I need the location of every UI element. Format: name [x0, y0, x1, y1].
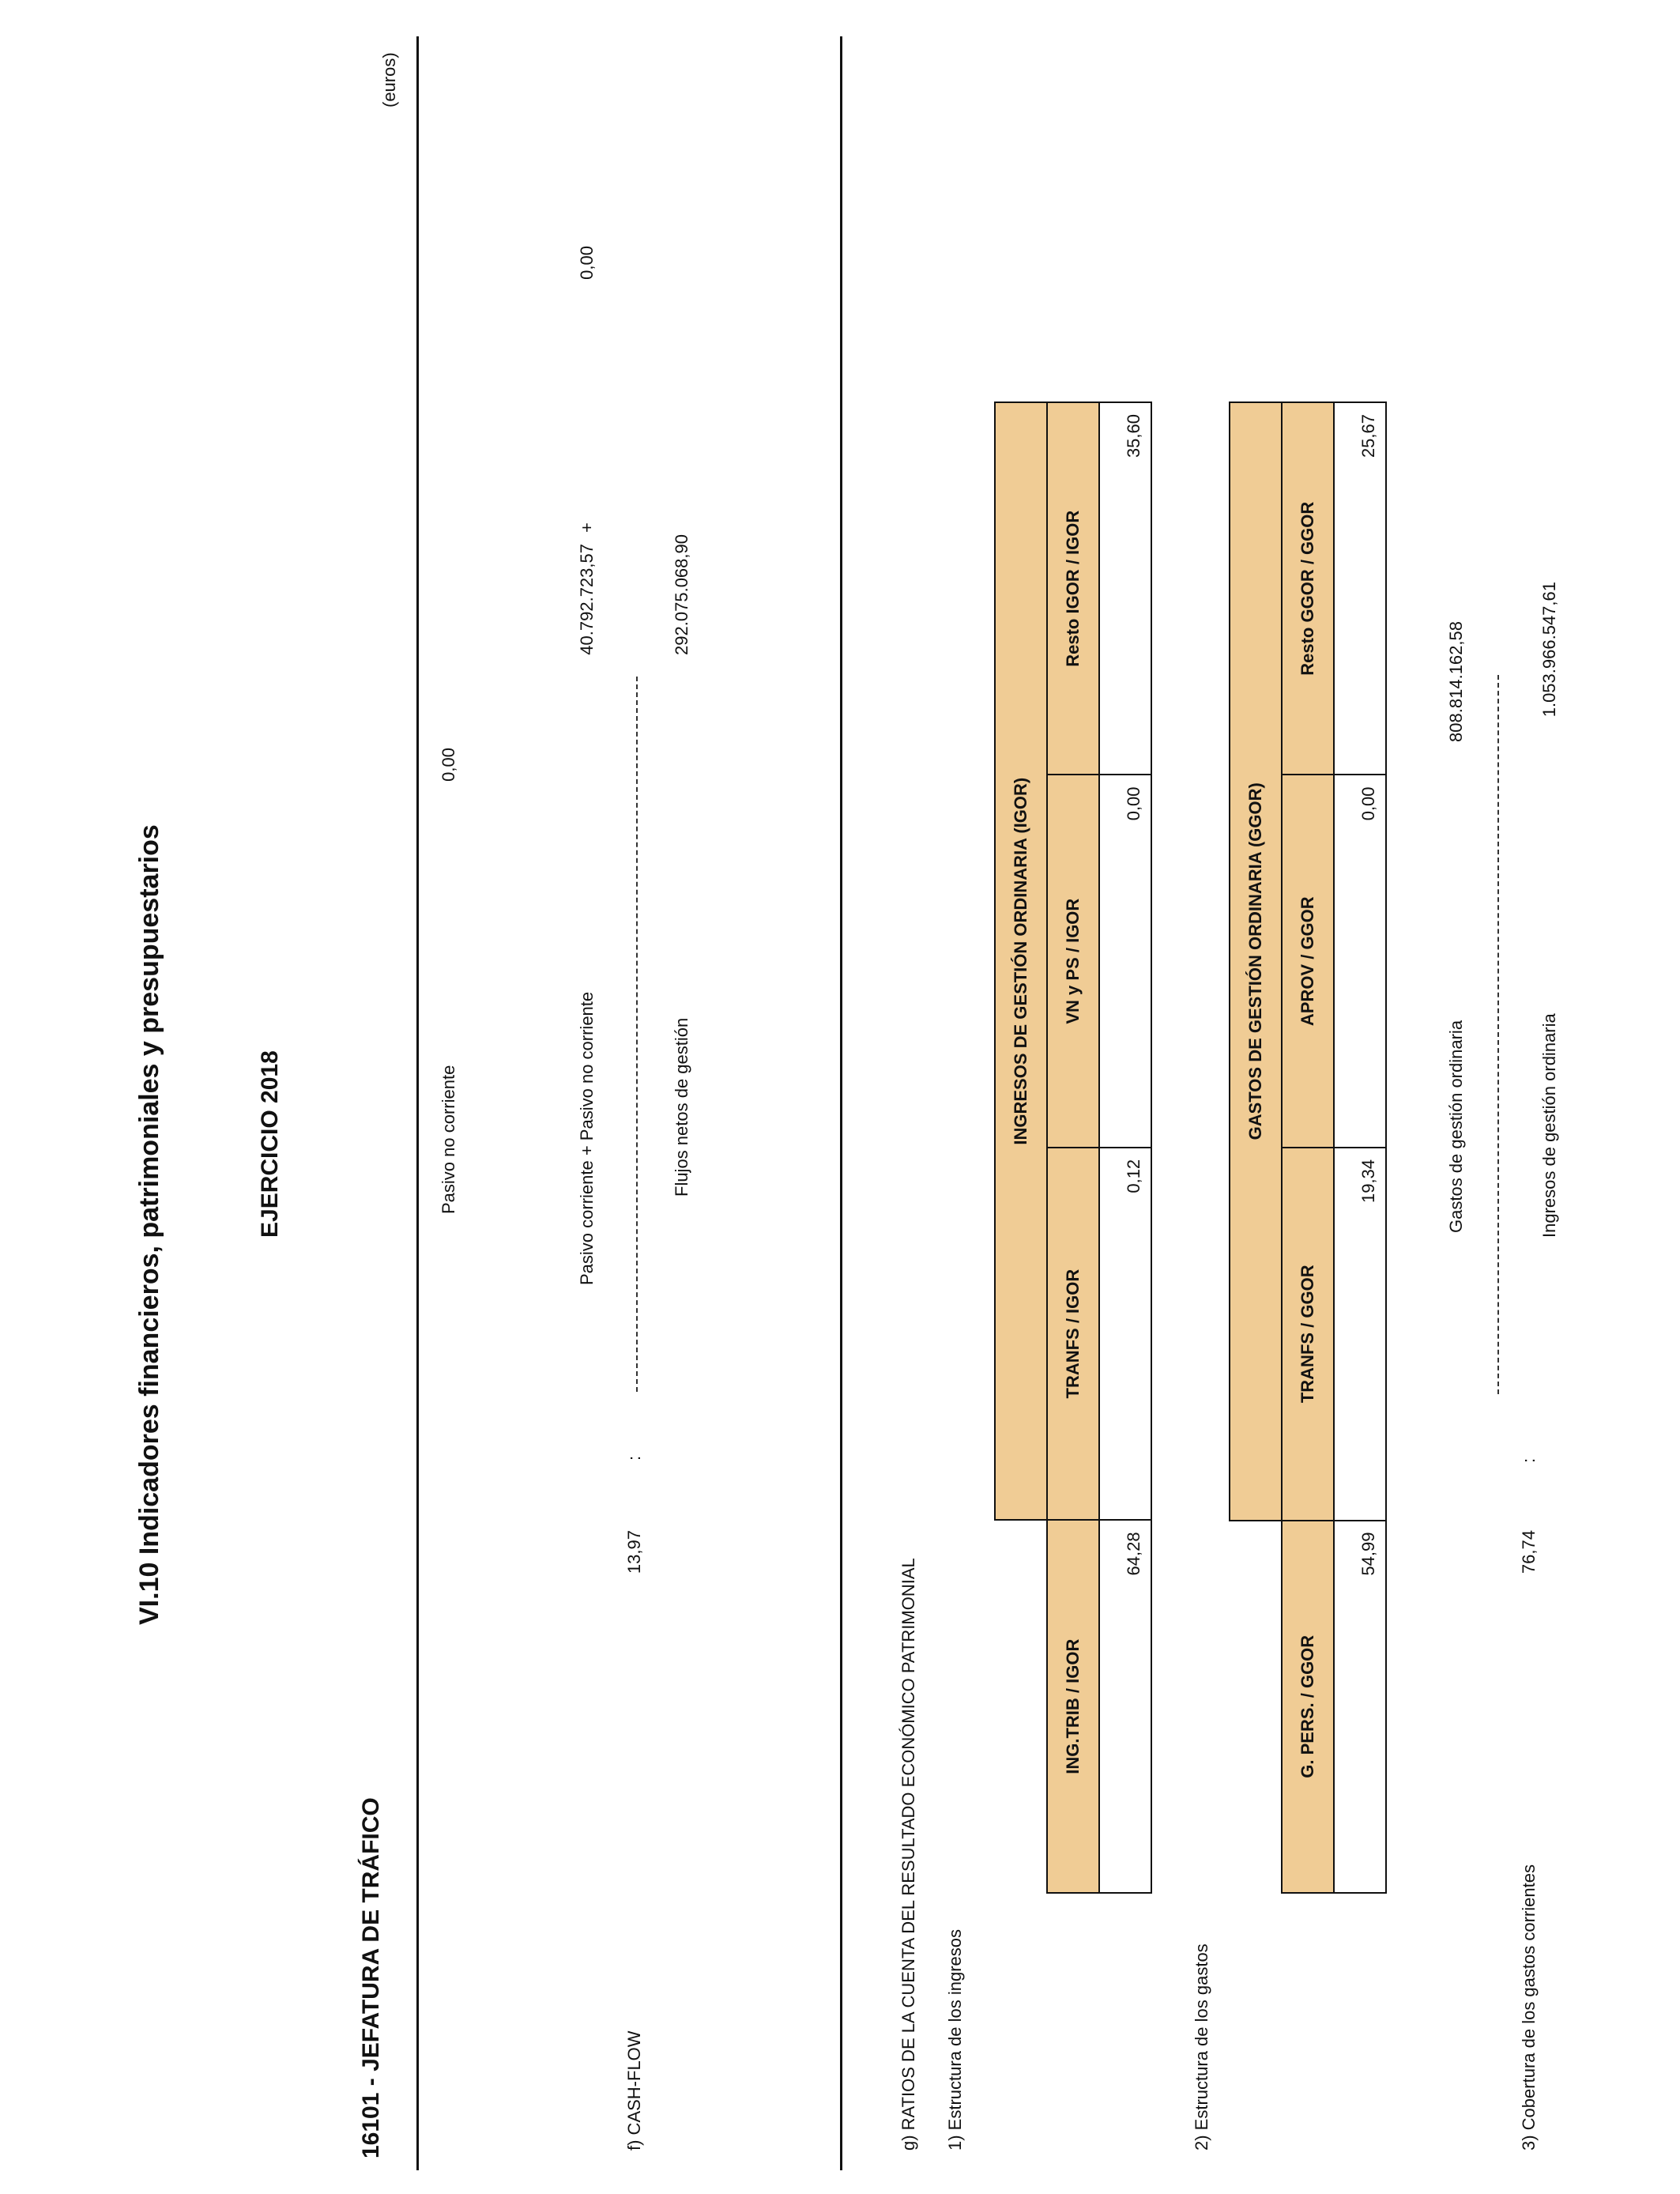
income-col-resto: Resto IGOR / IGOR [1047, 402, 1099, 775]
expense-col-g-pers: G. PERS. / GGOR [1282, 1521, 1334, 1893]
expense-val-resto: 25,67 [1334, 402, 1386, 775]
expense-table-header: GASTOS DE GESTIÓN ORDINARIA (GGOR) [1230, 402, 1282, 1521]
coverage-value: 76,74 [1519, 1530, 1539, 1574]
section-g-label: g) RATIOS DE LA CUENTA DEL RESULTADO ECONÓMICO PATRIMONIAL [898, 1558, 918, 2151]
table-corner [995, 1520, 1047, 1893]
expense-structure-table [1229, 401, 1387, 1894]
cashflow-denominator-label: Flujos netos de gestión [672, 1017, 691, 1197]
coverage-denominator-label: Ingresos de gestión ordinaria [1539, 1013, 1559, 1238]
expense-structure-label: 2) Estructura de los gastos [1192, 1943, 1211, 2151]
income-val-tranfs: 0,12 [1099, 1148, 1151, 1521]
units-label: (euros) [379, 52, 399, 107]
income-val-ing-trib: 64,28 [1099, 1520, 1151, 1893]
coverage-numerator-value: 808.814.162,58 [1446, 621, 1466, 742]
cashflow-colon: : [624, 1455, 644, 1461]
income-val-resto: 35,60 [1099, 402, 1151, 775]
expense-val-aprov: 0,00 [1334, 775, 1386, 1148]
income-col-vn-ps: VN y PS / IGOR [1047, 775, 1099, 1147]
income-structure-table [994, 401, 1152, 1894]
cashflow-line2-value: 40.792.723,57 [577, 544, 597, 655]
page-title: VI.10 Indicadores financieros, patrimoniales y presupuestarios [134, 824, 164, 1625]
cashflow-line2-label: Pasivo corriente + Pasivo no corriente [577, 991, 597, 1285]
coverage-numerator-label: Gastos de gestión ordinaria [1446, 1020, 1466, 1233]
coverage-colon: : [1519, 1457, 1539, 1463]
cashflow-value: 13,97 [624, 1530, 644, 1574]
income-col-ing-trib: ING.TRIB / IGOR [1047, 1520, 1099, 1893]
cashflow-line2-extra: 0,00 [577, 246, 597, 280]
expense-col-tranfs: TRANFS / GGOR [1282, 1148, 1334, 1521]
expense-val-g-pers: 54,99 [1334, 1521, 1386, 1893]
income-val-vn-ps: 0,00 [1099, 775, 1151, 1147]
cashflow-line1-label: Pasivo no corriente [439, 1065, 458, 1214]
expense-val-tranfs: 19,34 [1334, 1148, 1386, 1521]
entity-title: 16101 - JEFATURA DE TRÁFICO [358, 1797, 384, 2158]
cashflow-plus: + [577, 522, 597, 533]
income-col-tranfs: TRANFS / IGOR [1047, 1148, 1099, 1521]
expense-col-aprov: APROV / GGOR [1282, 775, 1334, 1148]
exercise-title: EJERCICIO 2018 [257, 1050, 283, 1238]
cashflow-fraction-line [636, 677, 638, 1392]
cashflow-denominator-value: 292.075.068,90 [672, 534, 691, 655]
cashflow-label: f) CASH-FLOW [624, 2030, 644, 2151]
income-structure-label: 1) Estructura de los ingresos [945, 1928, 965, 2151]
coverage-fraction-line [1497, 675, 1499, 1394]
cashflow-line1-value: 0,00 [439, 748, 458, 782]
coverage-label: 3) Cobertura de los gastos corrientes [1519, 1864, 1539, 2151]
expense-col-resto: Resto GGOR / GGOR [1282, 402, 1334, 775]
section-divider [840, 36, 842, 2170]
top-divider [416, 36, 419, 2170]
table-corner [1230, 1521, 1282, 1893]
income-table-header: INGRESOS DE GESTIÓN ORDINARIA (IGOR) [995, 402, 1047, 1520]
coverage-denominator-value: 1.053.966.547,61 [1539, 582, 1559, 718]
